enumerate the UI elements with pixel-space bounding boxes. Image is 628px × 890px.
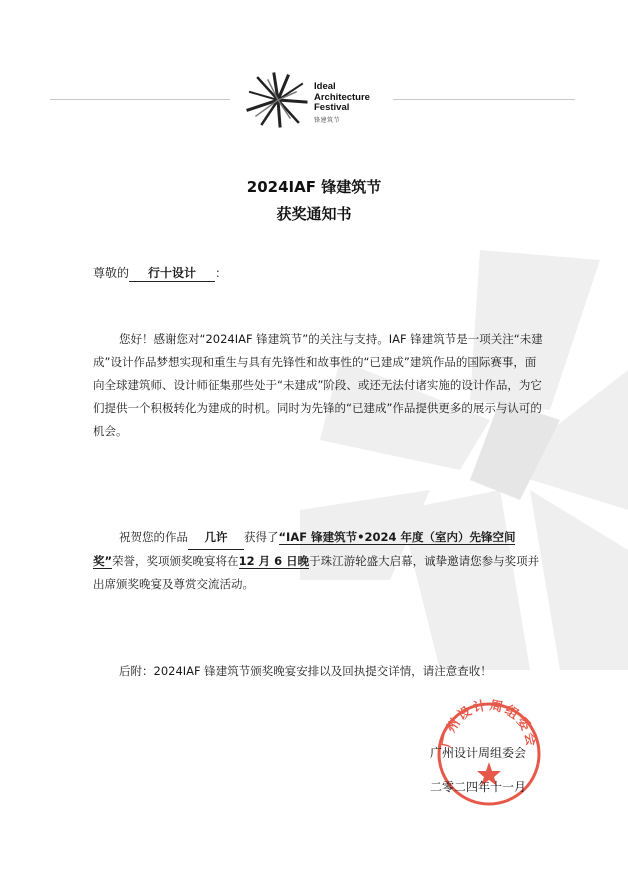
attachment-note bbox=[93, 660, 543, 683]
watermark-logo-graphic bbox=[300, 250, 628, 670]
award-paragraph bbox=[93, 526, 543, 596]
award-text-part2: 获得了 bbox=[244, 530, 279, 544]
issuer-name: 广州设计周组委会 bbox=[430, 746, 527, 760]
work-title: 几许 bbox=[188, 526, 244, 550]
recipient-name: 行十设计 bbox=[129, 264, 215, 282]
ceremony-date: 12 月 6 日晚 bbox=[238, 554, 310, 568]
intro-text: 您好！感谢您对“2024IAF 锋建筑节”的关注与支持。IAF 锋建筑节是一项关注“未建成”设计作品梦想实现和重生与具有先锋性和故事性的“已建成”建筑作品的国际赛事，面向全球建筑师、设计师征集那些处于“未建成”阶段、或还无法付诸实施的设计作品，为它们提供一个积极转化为建成的时机。同时为先锋的“已建成”作品提供更多的展示与认可的机会。 bbox=[93, 332, 543, 438]
document-subtitle: 获奖通知书 bbox=[276, 205, 352, 223]
salutation-suffix: ： bbox=[215, 266, 228, 280]
header-rule-right bbox=[393, 99, 575, 100]
svg-text:广州设计周组委会 bbox=[438, 698, 539, 749]
document-title: 2024IAF 锋建筑节 bbox=[246, 178, 382, 196]
attachment-text: 后附：2024IAF 锋建筑节颁奖晚宴安排以及回执提交详情，请注意查收！ bbox=[119, 664, 492, 678]
award-text-part1: 祝贺您的作品 bbox=[119, 530, 188, 544]
intro-paragraph bbox=[93, 328, 543, 443]
logo-wordmark bbox=[314, 82, 370, 114]
salutation bbox=[93, 264, 227, 282]
logo-word: Ideal bbox=[314, 81, 336, 92]
award-text-part4: 于珠江游轮盛大启幕，诚挚邀请您参与奖项并出席颁奖晚宴及尊赏交流活动。 bbox=[93, 554, 540, 591]
issue-date: 二零二四年十一月 bbox=[430, 780, 527, 794]
festival-logo bbox=[244, 70, 394, 130]
logo-word: Architecture bbox=[314, 91, 370, 103]
logo-chinese-name: 锋建筑节 bbox=[314, 117, 341, 124]
award-text-part3: 荣誉，奖项颁奖晚宴将在 bbox=[112, 554, 239, 568]
seal-text: 广州设计周组委会 bbox=[439, 698, 539, 750]
salutation-prefix: 尊敬的 bbox=[93, 266, 130, 280]
starburst-logo-icon bbox=[244, 70, 312, 128]
logo-word: Festival bbox=[314, 102, 350, 113]
header-rule-left bbox=[50, 99, 230, 100]
award-name: “IAF 锋建筑节•2024 年度（室内）先锋空间奖” bbox=[93, 530, 516, 568]
